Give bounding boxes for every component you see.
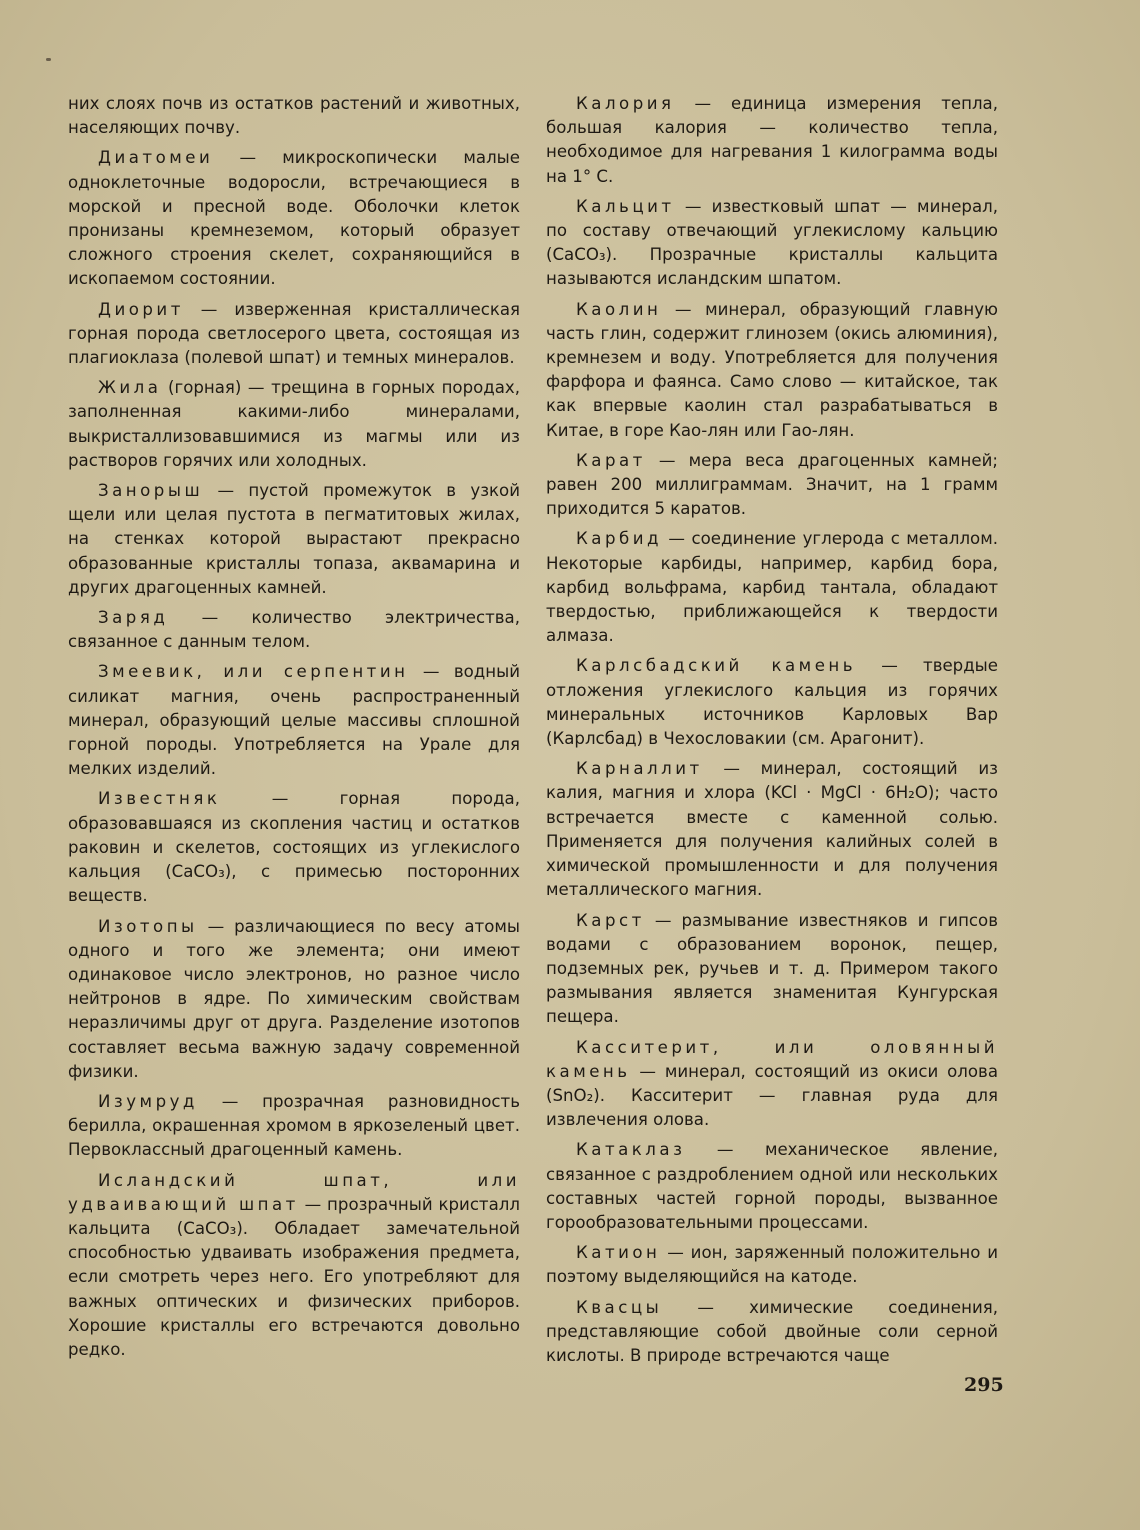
entry-zmeevik bbox=[68, 660, 520, 781]
entry-term: Заряд bbox=[98, 608, 169, 628]
entry-term: Жила bbox=[98, 378, 162, 398]
entry-zanorysh bbox=[68, 479, 520, 600]
left-column bbox=[68, 92, 520, 1368]
entry-diorit bbox=[68, 298, 520, 371]
entry-text: — минерал, состоящий из окиси олова (SnO₂). Касситерит — главная руда для извлечения олова. bbox=[546, 1061, 998, 1130]
entry-text: — количество электричества, связанное с данным телом. bbox=[68, 608, 520, 652]
print-speck bbox=[46, 58, 51, 61]
entry-term: Катаклаз bbox=[576, 1140, 686, 1160]
entry-text: — ион, заряженный положительно и поэтому выделяющийся на катоде. bbox=[546, 1243, 998, 1287]
entry-text: — механическое явление, связанное с раздроблением одной или нескольких составных частей горной породы, вызванное горообразовательными процессами. bbox=[546, 1140, 998, 1232]
entry-izvestnyak bbox=[68, 787, 520, 908]
entry-term: Калория bbox=[576, 94, 675, 113]
entry-text: — водный силикат магния, очень распространенный минерал, образующий целые массивы сплошной горной породы. Употребляется на Урале для мелких изделий. bbox=[68, 662, 520, 779]
entry-term: Квасцы bbox=[576, 1297, 663, 1317]
entry-term: Карналлит bbox=[576, 759, 703, 779]
entry-text: — минерал, образующий главную часть глин, содержит глинозем (окись алюминия), кремнезем и воду. Употребляется для получения фарфора и фаянса. Само слово — китайское, так как впервые каолин стал разрабатываться в Китае, в горе Као-лян или Гао-лян. bbox=[546, 299, 998, 440]
entry-zaryad bbox=[68, 606, 520, 654]
entry-text: (горная) — трещина в горных породах, заполненная какими-либо минералами, выкристаллизовавшимися из магмы или из растворов горячих или холодных. bbox=[68, 378, 520, 470]
entry-text: — различающиеся по весу атомы одного и того же элемента; они имеют одинаковое число электронов, но разное число нейтронов в ядре. По химическим свойствам неразличимы друг от друга. Разделение изотопов составляет весьма важную задачу современной физики. bbox=[68, 916, 520, 1081]
entry-text: — пустой промежуток в узкой щели или целая пустота в пегматитовых жилах, на стенках которой вырастают прекрасно образованные кристаллы топаза, аквамарина и других драгоценных камней. bbox=[68, 481, 520, 597]
entry-izumrud bbox=[68, 1090, 520, 1163]
entry-text: — химические соединения, представляющие собой двойные соли серной кислоты. В природе встречаются чаще bbox=[546, 1297, 998, 1365]
entry-kation bbox=[546, 1241, 998, 1289]
entry-text: — микроскопически малые одноклеточные водоросли, встречающиеся в морской и пресной воде. Оболочки клеток пронизаны кремнеземом, который образует сложного строения скелет, сохраняющийся в ископаемом состоянии. bbox=[68, 148, 520, 289]
entry-kassiterit bbox=[546, 1036, 998, 1133]
entry-islandskiy-shpat bbox=[68, 1169, 520, 1363]
entry-text: — прозрачная разновидность берилла, окрашенная хромом в яркозеленый цвет. Первоклассный драгоценный камень. bbox=[68, 1091, 520, 1160]
entry-kaolin bbox=[546, 298, 998, 443]
entry-continuation: них слоях почв из остатков растений и животных, населяющих почву. bbox=[68, 94, 520, 138]
entry-term: Карат bbox=[576, 450, 646, 470]
entry-text: — соединение углерода с металлом. Некоторые карбиды, например, карбид бора, карбид вольфрама, карбид тантала, обладают твердостью, приближающейся к твердости алмаза. bbox=[546, 529, 998, 646]
entry-karnallit bbox=[546, 757, 998, 902]
entry-term: Карлсбадский камень bbox=[576, 656, 857, 676]
entry-karbid bbox=[546, 527, 998, 648]
entry-term: Исландский шпат, или удваивающий шпат bbox=[68, 1170, 520, 1214]
entry-term: Карст bbox=[576, 910, 645, 930]
entry-kvascy bbox=[546, 1296, 998, 1369]
entry-text: — горная порода, образовавшаяся из скопления частиц и остатков раковин и скелетов, состоящих из углекислого кальция (CaCO₃), с примесью посторонних веществ. bbox=[68, 789, 520, 906]
entry-term: Змеевик, или серпентин bbox=[98, 662, 409, 682]
entry-text: — мера веса драгоценных камней; равен 200 миллиграммам. Значит, на 1 грамм приходится 5 каратов. bbox=[546, 450, 998, 519]
entry-kalcit bbox=[546, 195, 998, 292]
entry-text: — известковый шпат — минерал, по составу отвечающий углекислому кальцию (CaCO₃). Прозрачные кристаллы кальцита называются исландским шпатом. bbox=[546, 196, 998, 289]
entry-term: Занорыш bbox=[98, 481, 204, 501]
entry-text: — прозрачный кристалл кальцита (CaCO₃). Обладает замечательной способностью удваивать изображения предмета, если смотреть через него. Его употребляют для важных оптических и физических приборов. Хорошие кристаллы его встречаются довольно редко. bbox=[68, 1194, 520, 1359]
entry-diatomei bbox=[68, 146, 520, 291]
entry-karat bbox=[546, 449, 998, 522]
entry-term: Диорит bbox=[98, 299, 184, 319]
entry-zhila bbox=[68, 376, 520, 473]
entry-term: Катион bbox=[576, 1243, 661, 1263]
entry-text: — изверженная кристаллическая горная порода светлосерого цвета, состоящая из плагиоклаза (полевой шпат) и темных минералов. bbox=[68, 299, 520, 368]
entry-term: Каолин bbox=[576, 299, 662, 319]
entry-term: Диатомеи bbox=[98, 148, 214, 168]
entry-text: — твердые отложения углекислого кальция из горячих минеральных источников Карловых Вар (Карлсбад) в Чехословакии (см. Арагонит). bbox=[546, 656, 998, 749]
page-number: 295 bbox=[964, 1374, 1004, 1396]
entry-kataklaz bbox=[546, 1138, 998, 1235]
entry-term: Известняк bbox=[98, 789, 221, 809]
entry-term: Кальцит bbox=[576, 196, 675, 216]
entry-term: Касситерит, или оловянный камень bbox=[546, 1037, 998, 1081]
entry-kaloriya bbox=[546, 92, 998, 189]
entry-term: Карбид bbox=[576, 529, 662, 549]
entry-text: — минерал, состоящий из калия, магния и хлора (KCl · MgCl · 6H₂O); часто встречается вместе с каменной солью. Применяется для получения калийных солей в химической промышленности и для получения металлического магния. bbox=[546, 759, 998, 900]
entry-text: — единица измерения тепла, большая калория — количество тепла, необходимое для нагревания 1 килограмма воды на 1° С. bbox=[546, 94, 998, 186]
entry-izotopy bbox=[68, 915, 520, 1084]
entry-text: — размывание известняков и гипсов водами с образованием воронок, пещер, подземных рек, ручьев и т. д. Примером такого размывания является знаменитая Кунгурская пещера. bbox=[546, 910, 998, 1027]
entry-karst bbox=[546, 909, 998, 1030]
entry-karlsbadskiy-kamen bbox=[546, 654, 998, 751]
right-column bbox=[546, 92, 998, 1374]
entry-term: Изумруд bbox=[98, 1091, 198, 1111]
entry-term: Изотопы bbox=[98, 916, 198, 936]
